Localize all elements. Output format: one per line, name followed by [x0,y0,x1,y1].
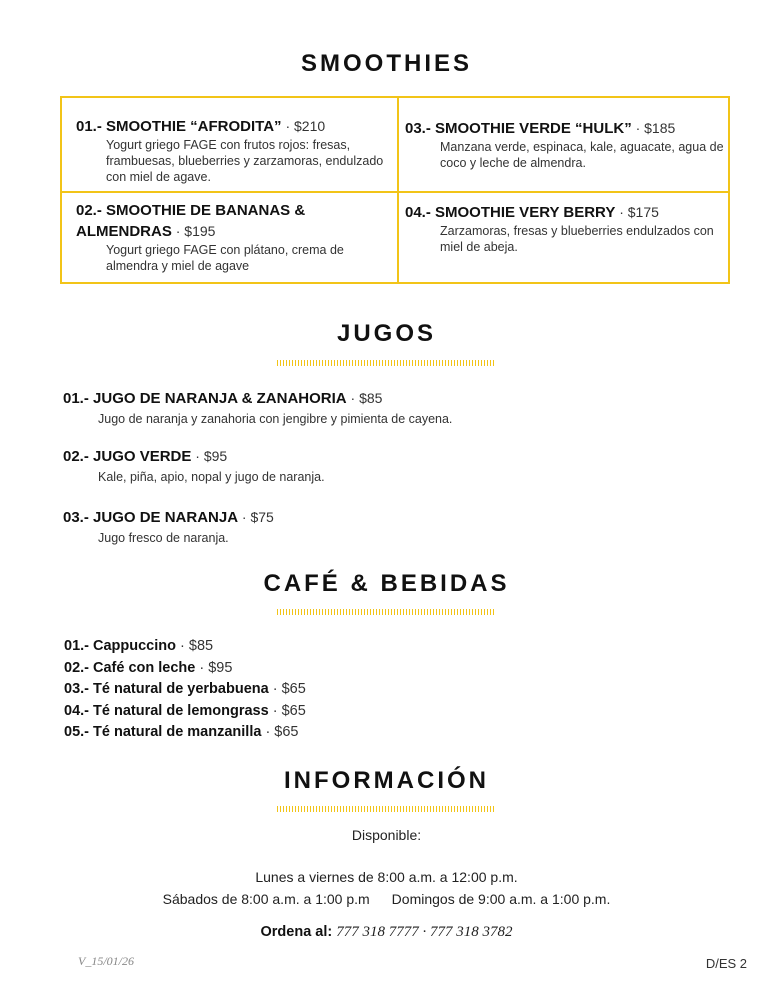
jugo-item [63,446,723,485]
smoothie-item [405,202,725,255]
item-price: · $65 [261,724,299,740]
jugos-title: JUGOS [336,320,437,347]
item-name: 03.- SMOOTHIE VERDE “HULK” [405,120,632,137]
item-description: Kale, piña, apio, nopal y jugo de naranja. [98,470,325,484]
order-label: Ordena al: [260,924,333,940]
list-item [64,636,464,658]
hours-saturday: Sábados de 8:00 a.m. a 1:00 p.m [162,891,370,907]
item-description: Jugo fresco de naranja. [98,531,229,545]
hours-weekend [0,888,773,910]
version-stamp: V_15/01/26 [78,954,134,968]
item-price: · $195 [171,223,216,239]
section-divider [277,360,495,366]
hours-weekdays: Lunes a viernes de 8:00 a.m. a 12:00 p.m. [255,869,518,885]
item-name: 02.- SMOOTHIE DE BANANAS & ALMENDRAS [76,202,306,240]
item-price: · $185 [631,120,676,136]
item-name: 01.- SMOOTHIE “AFRODITA” [76,118,282,135]
item-description: Jugo de naranja y zanahoria con jengibre y pimienta de cayena. [98,412,453,426]
item-description: Zarzamoras, fresas y blueberries endulzados con miel de abeja. [440,224,714,254]
item-price: · $65 [268,702,306,719]
item-price: · $95 [191,448,228,464]
item-name: 02.- Café con leche [64,659,196,676]
item-name: 03.- Té natural de yerbabuena [64,681,269,697]
jugo-item [63,388,723,427]
item-name: 02.- JUGO VERDE [63,448,192,465]
smoothies-grid [60,96,730,284]
item-name: 03.- JUGO DE NARANJA [63,509,239,526]
list-item [64,722,464,744]
available-label: Disponible: [351,827,422,843]
list-item [64,658,464,680]
item-description: Yogurt griego FAGE con frutos rojos: fresas, frambuesas, blueberries y zarzamoras, endulzado con miel de agave. [106,138,384,184]
item-name: 05.- Té natural de manzanilla [64,724,262,740]
item-name: 04.- Té natural de lemongrass [64,702,269,719]
hours-sunday: Domingos de 9:00 a.m. a 1:00 p.m. [391,891,611,907]
item-price: · $85 [176,638,214,654]
list-item [64,701,464,723]
page-code: D/ES 2 [705,956,747,971]
order-line [0,924,773,941]
item-price: · $95 [195,659,233,676]
item-price: · $85 [346,390,383,406]
item-price: · $175 [615,204,659,220]
smoothie-item [76,116,386,185]
smoothie-item [405,118,725,171]
cafe-title: CAFÉ & BEBIDAS [263,570,510,597]
section-divider [277,609,495,615]
list-item [64,679,464,701]
grid-divider-vertical [397,98,399,282]
item-name: 01.- Cappuccino [64,638,176,654]
item-name: 01.- JUGO DE NARANJA & ZANAHORIA [63,390,347,407]
section-divider [277,806,495,812]
cafe-list [64,636,464,744]
smoothies-title: SMOOTHIES [300,50,472,77]
item-name: 04.- SMOOTHIE VERY BERRY [405,204,616,221]
jugo-item [63,507,723,546]
smoothie-item [76,201,386,274]
item-description: Manzana verde, espinaca, kale, aguacate, agua de coco y leche de almendra. [440,140,724,170]
item-price: · $210 [281,118,326,134]
info-title: INFORMACIÓN [284,767,489,794]
item-price: · $75 [238,509,274,525]
item-price: · $65 [268,681,306,697]
phone-numbers[interactable]: 777 318 7777 · 777 318 3782 [336,924,513,940]
grid-divider-horizontal [62,191,728,193]
item-description: Yogurt griego FAGE con plátano, crema de almendra y miel de agave [106,243,344,273]
